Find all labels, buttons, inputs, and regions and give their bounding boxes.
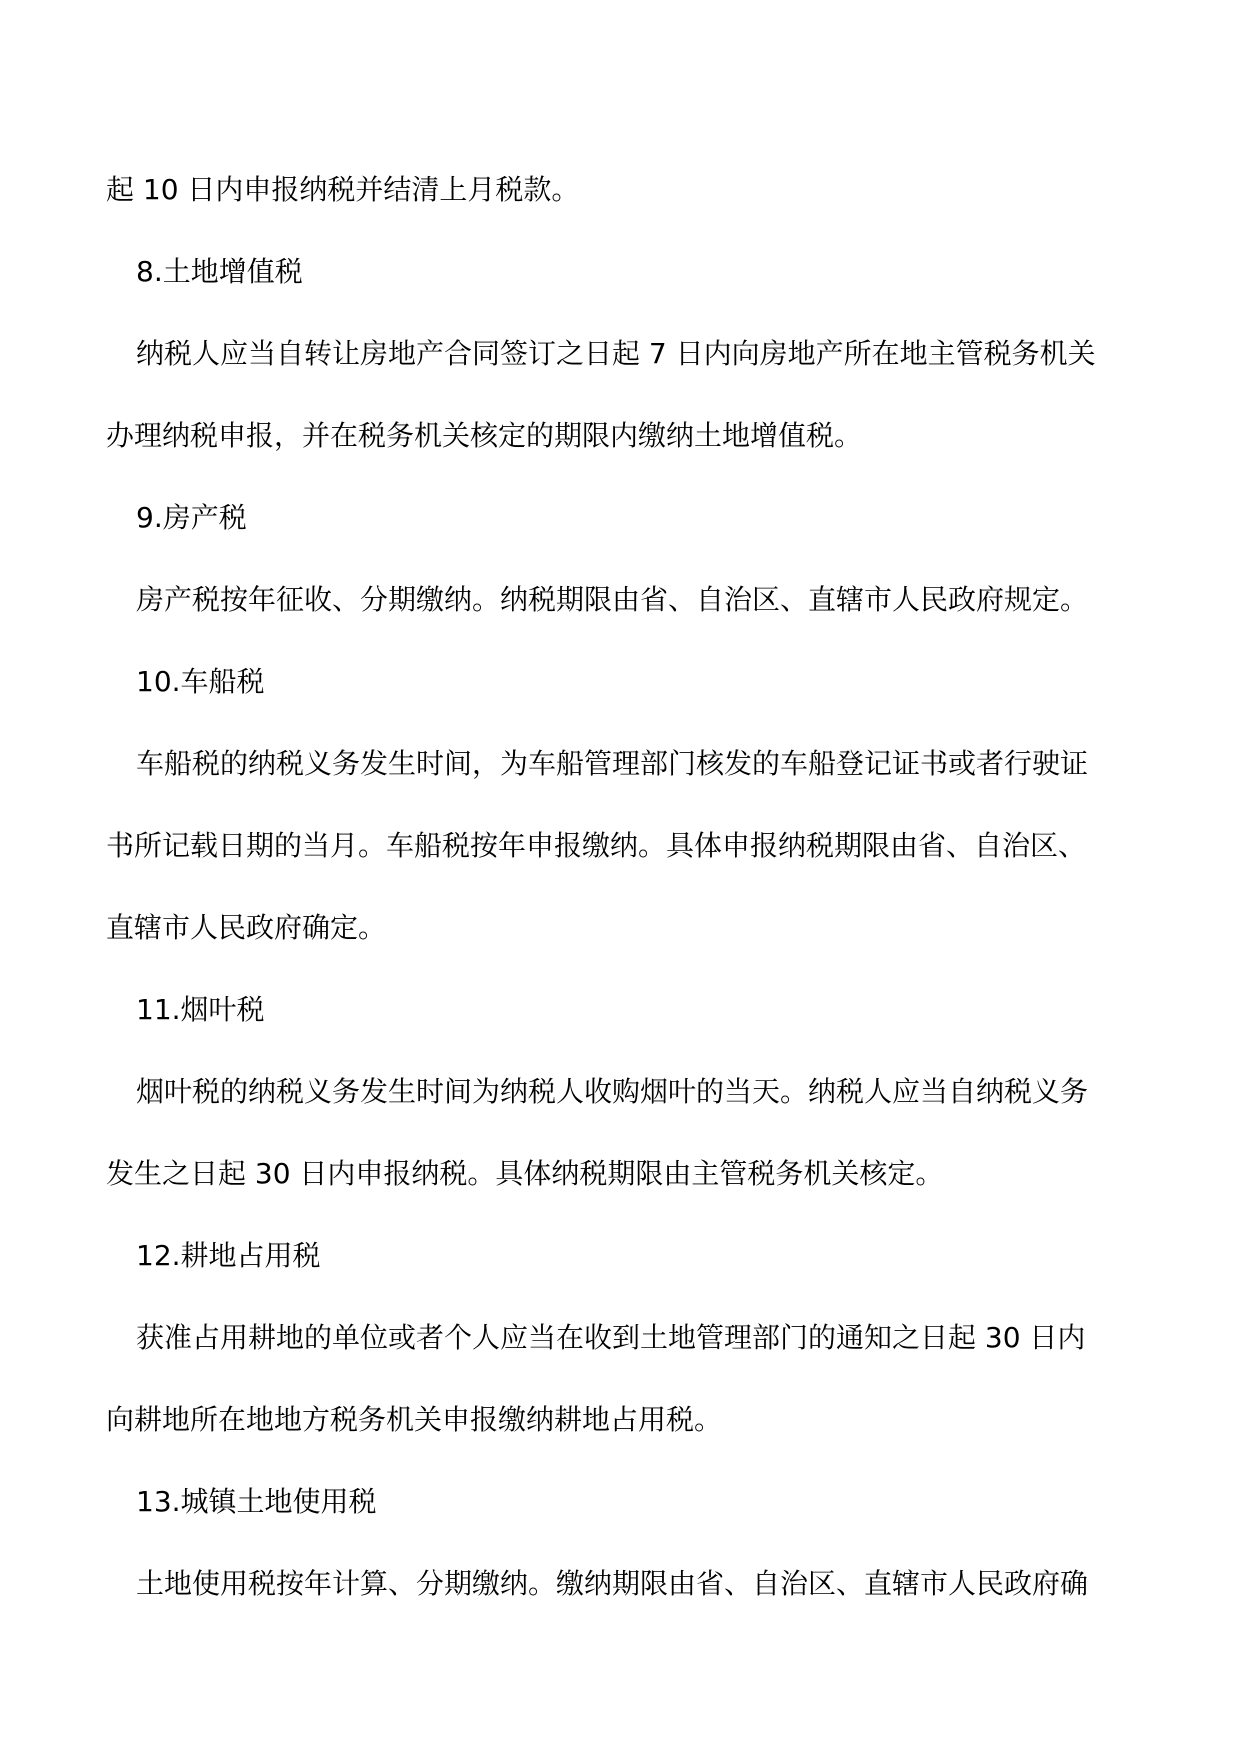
paragraph-line: 向耕地所在地地方税务机关申报缴纳耕地占用税。 [106,1403,723,1436]
section-heading: 8.土地增值税 [136,255,303,288]
paragraph-line: 获准占用耕地的单位或者个人应当在收到土地管理部门的通知之日起 30 日内 [136,1321,1086,1354]
section-heading: 11.烟叶税 [136,993,265,1026]
paragraph-line: 直辖市人民政府确定。 [106,911,387,944]
section-heading: 9.房产税 [136,501,247,534]
paragraph-line: 书所记载日期的当月。车船税按年申报缴纳。具体申报纳税期限由省、自治区、 [106,829,1087,862]
paragraph-line: 土地使用税按年计算、分期缴纳。缴纳期限由省、自治区、直辖市人民政府确 [136,1567,1089,1600]
paragraph-line: 办理纳税申报，并在税务机关核定的期限内缴纳土地增值税。 [106,419,863,452]
paragraph-line: 房产税按年征收、分期缴纳。纳税期限由省、自治区、直辖市人民政府规定。 [136,583,1089,616]
section-heading: 12.耕地占用税 [136,1239,321,1272]
paragraph-line: 起 10 日内申报纳税并结清上月税款。 [106,173,580,206]
paragraph-line: 烟叶税的纳税义务发生时间为纳税人收购烟叶的当天。纳税人应当自纳税义务 [136,1075,1089,1108]
paragraph-line: 车船税的纳税义务发生时间，为车船管理部门核发的车船登记证书或者行驶证 [136,747,1089,780]
section-heading: 13.城镇土地使用税 [136,1485,377,1518]
paragraph-line: 发生之日起 30 日内申报纳税。具体纳税期限由主管税务机关核定。 [106,1157,944,1190]
paragraph-line: 纳税人应当自转让房地产合同签订之日起 7 日内向房地产所在地主管税务机关 [136,337,1096,370]
section-heading: 10.车船税 [136,665,265,698]
